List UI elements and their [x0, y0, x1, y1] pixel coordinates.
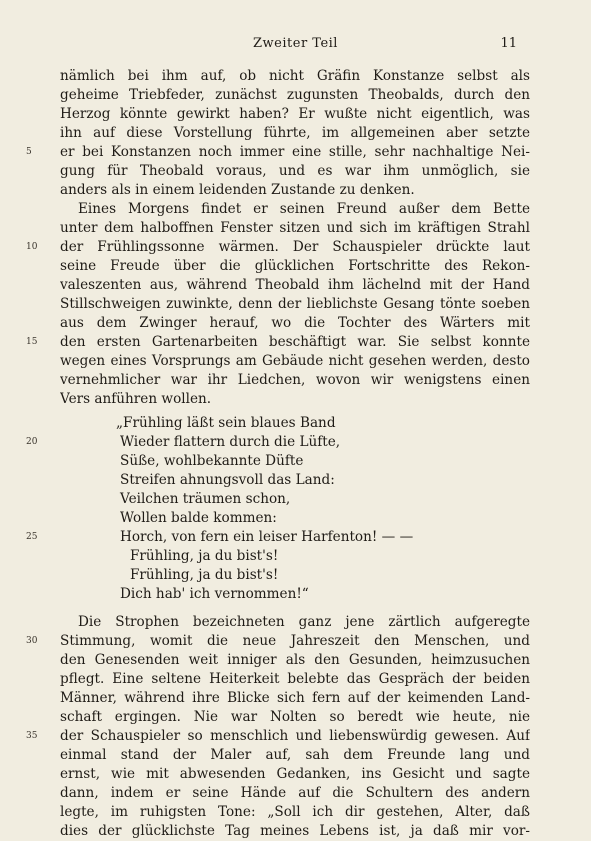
verse-line: Veilchen träumen schon,: [120, 491, 291, 507]
text-line: einmal stand der Maler auf, sah dem Freunde lang und: [60, 747, 530, 763]
text-line: unter dem halboffnen Fenster sitzen und sich im kräftigen Strahl: [60, 220, 530, 236]
text-line: gung für Theobald voraus, und es war ihm unmöglich, sie: [60, 163, 530, 179]
verse-line: Streifen ahnungsvoll das Land:: [120, 472, 335, 488]
text-line: Stimmung, womit die neue Jahreszeit den Menschen, und: [60, 633, 530, 649]
text-line: legte, im ruhigsten Tone: „Soll ich dir gestehen, Alter, daß: [60, 804, 530, 820]
text-line: wegen eines Vorsprungs am Gebäude nicht gesehen werden, desto: [60, 353, 530, 369]
text-line: geheime Triebfeder, zunächst zugunsten Theobalds, durch den: [60, 87, 530, 103]
verse-line: „Frühling läßt sein blaues Band: [116, 415, 336, 431]
text-line: den Genesenden weit inniger als den Gesunden, heimzusuchen: [60, 652, 530, 668]
text-line: der Schauspieler so menschlich und liebenswürdig gewesen. Auf: [60, 728, 530, 744]
text-line: Die Strophen bezeichneten ganz jene zärtlich aufgeregte: [78, 614, 530, 630]
line-number: 10: [26, 242, 38, 252]
text-line: Stillschweigen zuwinkte, denn der lieblichste Gesang tönte soeben: [60, 296, 530, 312]
verse-line: Wieder flattern durch die Lüfte,: [120, 434, 341, 450]
verse-line: Süße, wohlbekannte Düfte: [120, 453, 304, 469]
text-line: aus dem Zwinger herauf, wo die Tochter des Wärters mit: [60, 315, 530, 331]
line-number: 20: [26, 437, 38, 447]
line-number: 35: [26, 731, 38, 741]
line-number: 30: [26, 636, 38, 646]
text-line: valeszenten aus, während Theobald ihm lächelnd mit der Hand: [60, 277, 530, 293]
page-header: [0, 36, 591, 56]
page-number: 11: [500, 36, 517, 51]
running-head: Zweiter Teil: [253, 36, 338, 51]
text-line: den ersten Gartenarbeiten beschäftigt war. Sie selbst konnte: [60, 334, 530, 350]
line-number: 5: [26, 147, 32, 157]
text-line: ernst, wie mit abwesenden Gedanken, ins Gesicht und sagte: [60, 766, 530, 782]
text-line: er bei Konstanzen noch immer eine stille, sehr nachhaltige Nei-: [60, 144, 530, 160]
text-line: pflegt. Eine seltene Heiterkeit belebte das Gespräch der beiden: [60, 671, 530, 687]
text-line: dann, indem er seine Hände auf die Schultern des andern: [60, 785, 530, 801]
verse-line: Dich hab' ich vernommen!“: [120, 586, 309, 602]
text-line: Männer, während ihre Blicke sich fern auf der keimenden Land-: [60, 690, 530, 706]
verse-line: Frühling, ja du bist's!: [130, 548, 279, 564]
text-line: ihn auf diese Vorstellung führte, im allgemeinen aber setzte: [60, 125, 530, 141]
text-line: nämlich bei ihm auf, ob nicht Gräfin Konstanze selbst als: [60, 68, 530, 84]
line-number: 25: [26, 532, 38, 542]
verse-line: Horch, von fern ein leiser Harfenton! — —: [120, 529, 414, 545]
text-line: Eines Morgens findet er seinen Freund außer dem Bette: [78, 201, 530, 217]
text-line: anders als in einem leidenden Zustande zu denken.: [60, 182, 415, 198]
text-line: dies der glücklichste Tag meines Lebens ist, ja daß mir vor-: [60, 823, 530, 839]
text-line: seine Freude über die glücklichen Fortschritte des Rekon-: [60, 258, 530, 274]
verse-line: Wollen balde kommen:: [120, 510, 277, 526]
text-line: schaft ergingen. Nie war Nolten so beredt wie heute, nie: [60, 709, 530, 725]
verse-line: Frühling, ja du bist's!: [130, 567, 279, 583]
text-line: Vers anführen wollen.: [60, 391, 212, 407]
text-line: der Frühlingssonne wärmen. Der Schauspieler drückte laut: [60, 239, 530, 255]
line-number: 15: [26, 337, 38, 347]
text-line: Herzog könnte gewirkt haben? Er wußte nicht eigentlich, was: [60, 106, 530, 122]
text-line: vernehmlicher war ihr Liedchen, wovon wir wenigstens einen: [60, 372, 530, 388]
